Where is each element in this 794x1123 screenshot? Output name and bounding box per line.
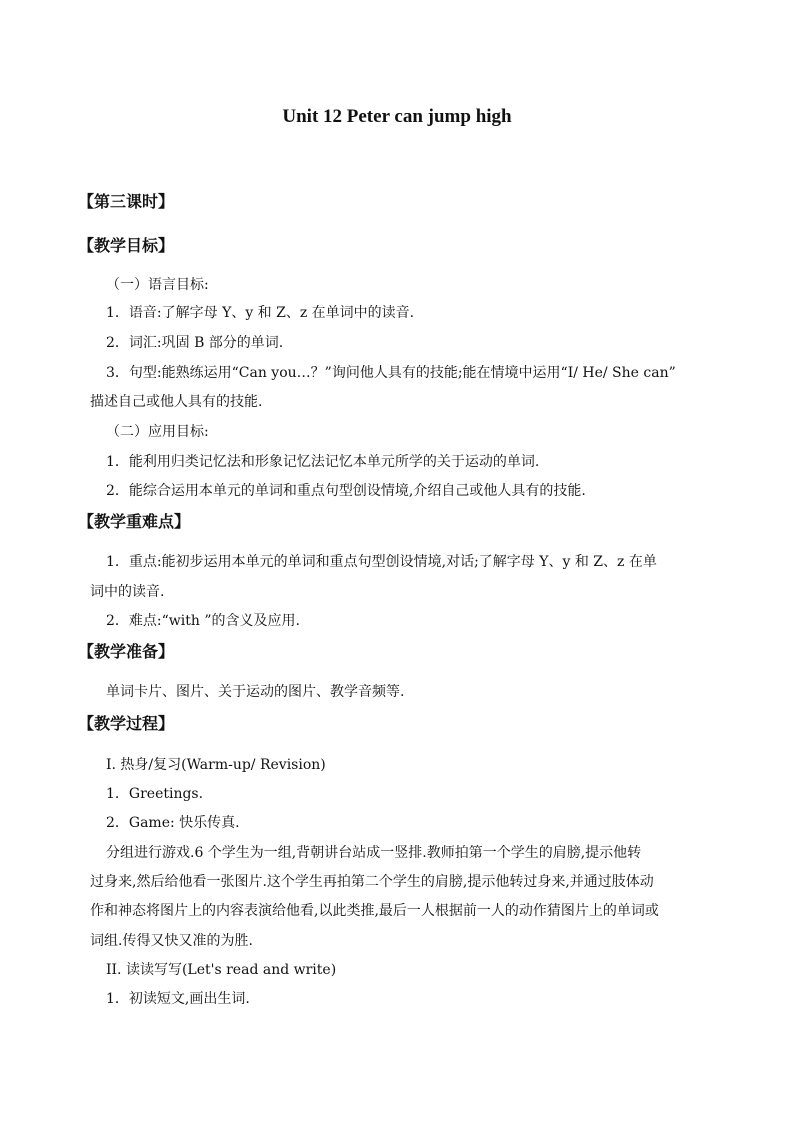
key-points-heading: 【教学重难点】 <box>78 512 191 531</box>
process-heading: 【教学过程】 <box>78 714 175 733</box>
process-step: I. 热身/复习(Warm-up/ Revision) <box>106 757 326 773</box>
key-point-item-continued: 词中的读音. <box>90 584 165 600</box>
objectives-heading: 【教学目标】 <box>78 236 175 255</box>
document-title: Unit 12 Peter can jump high <box>282 106 512 127</box>
process-step: 1．初读短文,画出生词. <box>106 991 250 1007</box>
process-step: 2．Game: 快乐传真. <box>106 815 240 831</box>
application-item: 2．能综合运用本单元的单词和重点句型创设情境,介绍自己或他人具有的技能. <box>106 483 586 499</box>
process-paragraph-line: 分组进行游戏.6 个学生为一组,背朝讲台站成一竖排.教师拍第一个学生的肩膀,提示他转 <box>106 845 642 861</box>
key-point-item: 1．重点:能初步运用本单元的单词和重点句型创设情境,对话;了解字母 Y、y 和 Z、z 在单 <box>106 554 657 570</box>
language-objectives-subheading: （一）语言目标: <box>106 277 209 293</box>
process-paragraph-line: 词组.传得又快又准的为胜. <box>90 933 253 949</box>
objective-item: 1．语音:了解字母 Y、y 和 Z、z 在单词中的读音. <box>106 305 415 321</box>
key-point-item: 2．难点:“with ”的含义及应用. <box>106 613 300 629</box>
application-item: 1．能利用归类记忆法和形象记忆法记忆本单元所学的关于运动的单词. <box>106 454 540 470</box>
preparation-heading: 【教学准备】 <box>78 642 175 661</box>
objective-item-continued: 描述自己或他人具有的技能. <box>90 394 263 410</box>
application-objectives-subheading: （二）应用目标: <box>106 424 209 440</box>
process-step: 1．Greetings. <box>106 786 204 802</box>
process-step: II. 读读写写(Let's read and write) <box>106 962 337 978</box>
objective-item: 2．词汇:巩固 B 部分的单词. <box>106 335 284 351</box>
process-paragraph-line: 过身来,然后给他看一张图片.这个学生再拍第二个学生的肩膀,提示他转过身来,并通过肢体动 <box>90 874 654 890</box>
lesson-heading: 【第三课时】 <box>78 192 175 211</box>
process-paragraph-line: 作和神态将图片上的内容表演给他看,以此类推,最后一人根据前一人的动作猜图片上的单词或 <box>90 903 659 919</box>
objective-item: 3．句型:能熟练运用“Can you…？”询问他人具有的技能;能在情境中运用“I/ He/ She can” <box>106 365 676 381</box>
preparation-text: 单词卡片、图片、关于运动的图片、教学音频等. <box>106 684 405 700</box>
